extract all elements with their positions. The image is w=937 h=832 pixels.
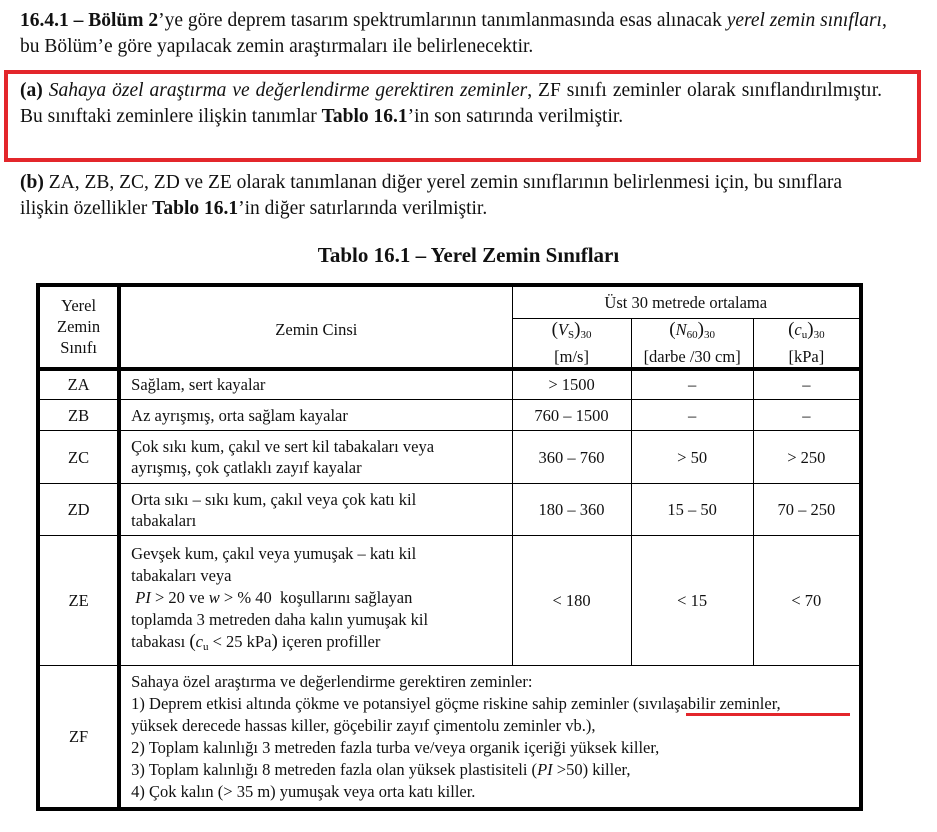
desc-text: tabakası [131, 632, 190, 651]
row-n60: > 50 [631, 431, 753, 484]
row-class: ZD [38, 484, 119, 536]
desc-text: >50) killer, [552, 760, 631, 780]
table-row [38, 666, 861, 809]
row-cu: < 70 [753, 536, 861, 666]
paragraph-b-label: (b) [20, 172, 44, 193]
row-description-line: yüksek derecede hassas killer, göçebilir zayıf çimentolu zeminler vb.), [131, 716, 596, 736]
row-description [119, 484, 512, 536]
soil-class-table [36, 283, 863, 811]
header-n60-symbol: $(N_{60})_{30}$ [669, 318, 715, 341]
cu-condition: < 25 kPa [208, 632, 272, 651]
row-cu: > 250 [753, 431, 861, 484]
intro-text-2: , bu Bölüm’e göre yapılacak zemin araştırmaları ile belirlenecektir. [20, 10, 887, 57]
row-description-line: Çok sıkı kum, çakıl ve sert kil tabakaları veya [131, 437, 435, 456]
row-description-line: tabakaları [131, 510, 197, 530]
row-class: ZB [38, 400, 119, 431]
row-description-line [131, 759, 859, 781]
intro-paragraph [20, 8, 890, 60]
row-class: ZF [38, 666, 119, 809]
paragraph-b-table-ref: Tablo 16.1 [152, 198, 239, 219]
paragraph-a-text-1: , ZF sınıfı zeminler olarak sınıflandırılmıştır. Bu sınıftaki zeminlere ilişkin tanımlar [20, 80, 882, 127]
w-symbol: w [208, 588, 220, 607]
row-cu: 70 – 250 [753, 484, 861, 536]
paragraph-a-table-ref: Tablo 16.1 [321, 106, 408, 127]
red-underline-annotation [686, 713, 850, 716]
table-row [38, 369, 861, 400]
row-description [119, 431, 512, 484]
row-description-line: toplamda 3 metreden daha kalın yumuşak kil [131, 610, 429, 629]
row-description: Az ayrışmış, orta sağlam kayalar [119, 400, 512, 431]
table-row [38, 431, 861, 484]
intro-italic-term: yerel zemin sınıfları [726, 10, 882, 31]
header-vs-unit: [m/s] [554, 346, 589, 366]
section-number: 16.4.1 – Bölüm 2 [20, 10, 159, 31]
n60-symbol: N [675, 319, 687, 339]
row-description-line: 1) Deprem etkisi altında çökme ve potansiyel göçme riskine sahip zeminler (sıvılaşabilir zeminler, [131, 694, 781, 714]
cu-symbol: c [195, 632, 203, 651]
row-description-line: tabakası ($c_u < 25$ kPa) içeren profiller [131, 631, 381, 653]
cu-suffix: 30 [813, 328, 825, 341]
paragraph-b [20, 170, 890, 222]
row-n60: 15 – 50 [631, 484, 753, 536]
table-row [38, 400, 861, 431]
header-n60-unit: [darbe /30 cm] [643, 346, 741, 366]
row-vs: < 180 [512, 536, 631, 666]
header-class-line1: Yerel [61, 296, 97, 316]
table-title: Tablo 16.1 – Yerel Zemin Sınıfları [317, 243, 620, 267]
header-cu-unit: [kPa] [788, 346, 825, 366]
vs-symbol: V [557, 319, 569, 339]
pi-condition: > 20 ve [150, 588, 209, 607]
row-description: Sağlam, sert kayalar [119, 369, 512, 400]
row-description-line: Sahaya özel araştırma ve değerlendirme gerektiren zeminler: [131, 672, 533, 692]
row-class: ZE [38, 536, 119, 666]
header-cu-symbol: $(c_u)_{30}$ [788, 318, 825, 341]
vs-subscript: S [568, 328, 575, 341]
paragraph-a-label: (a) [20, 80, 43, 101]
table-row [38, 536, 861, 666]
row-description-line: Gevşek kum, çakıl veya yumuşak – katı kil [131, 544, 417, 563]
row-vs: 180 – 360 [512, 484, 631, 536]
header-soil-class [38, 285, 119, 369]
row-n60: – [631, 400, 753, 431]
row-description-line: 4) Çok kalın (> 35 m) yumuşak veya orta katı killer. [131, 782, 476, 802]
row-cu: – [753, 400, 861, 431]
desc-text: 3) Toplam kalınlığı 8 metreden fazla olan yüksek plastisiteli ( [131, 760, 538, 780]
header-n60 [631, 318, 753, 369]
row-n60: < 15 [631, 536, 753, 666]
vs-suffix: 30 [580, 328, 592, 341]
row-description [119, 666, 861, 809]
row-description-line: Orta sıkı – sıkı kum, çakıl veya çok katı kil [131, 489, 417, 509]
cu-symbol: c [794, 319, 802, 339]
row-class: ZA [38, 369, 119, 400]
n60-suffix: 30 [703, 328, 715, 341]
row-vs: 360 – 760 [512, 431, 631, 484]
paragraph-b-text-1: ZA, ZB, ZC, ZD ve ZE olarak tanımlanan diğer yerel zemin sınıflarının belirlenmesi için, bu sınıflara ilişkin özellikler [20, 172, 843, 219]
paragraph-b-text-2: ’in diğer satırlarında verilmiştir. [238, 198, 488, 219]
intro-text-1: ’ye göre deprem tasarım spektrumlarının tanımlanmasında esas alınacak [158, 10, 727, 31]
paragraph-a-text-2: ’in son satırında verilmiştir. [407, 106, 624, 127]
row-description-line: 2) Toplam kalınlığı 3 metreden fazla turba ve/veya organik içeriği yüksek killer, [131, 738, 660, 758]
pi-symbol: PI [135, 588, 151, 607]
desc-text: içeren profiller [277, 632, 381, 651]
row-description [119, 536, 512, 666]
paragraph-a [20, 78, 882, 130]
cu-subscript: u [203, 641, 209, 653]
row-n60: – [631, 369, 753, 400]
row-vs: 760 – 1500 [512, 400, 631, 431]
row-description-line: tabakaları veya [131, 566, 232, 585]
row-vs: > 1500 [512, 369, 631, 400]
row-class: ZC [38, 431, 119, 484]
header-class-line3: Sınıfı [60, 338, 97, 358]
header-soil-type: Zemin Cinsi [119, 285, 512, 369]
header-vs-symbol: $(V_S)_{30}$ [551, 318, 592, 341]
header-cu [753, 318, 861, 369]
row-description-line [131, 587, 511, 609]
paragraph-a-italic: Sahaya özel araştırma ve değerlendirme gerektiren zeminler [48, 80, 528, 101]
row-cu: – [753, 369, 861, 400]
row-description-line: ayrışmış, çok çatlaklı zayıf kayalar [131, 458, 362, 477]
header-class-line2: Zemin [57, 317, 101, 337]
cu-subscript: u [801, 328, 808, 341]
table-header-row-1 [38, 285, 861, 318]
w-condition: > % 40 koşullarını sağlayan [219, 588, 413, 607]
pi-symbol: PI [537, 760, 553, 780]
table-row [38, 484, 861, 536]
header-group: Üst 30 metrede ortalama [512, 285, 861, 318]
header-vs [512, 318, 631, 369]
n60-subscript: 60 [686, 328, 698, 341]
